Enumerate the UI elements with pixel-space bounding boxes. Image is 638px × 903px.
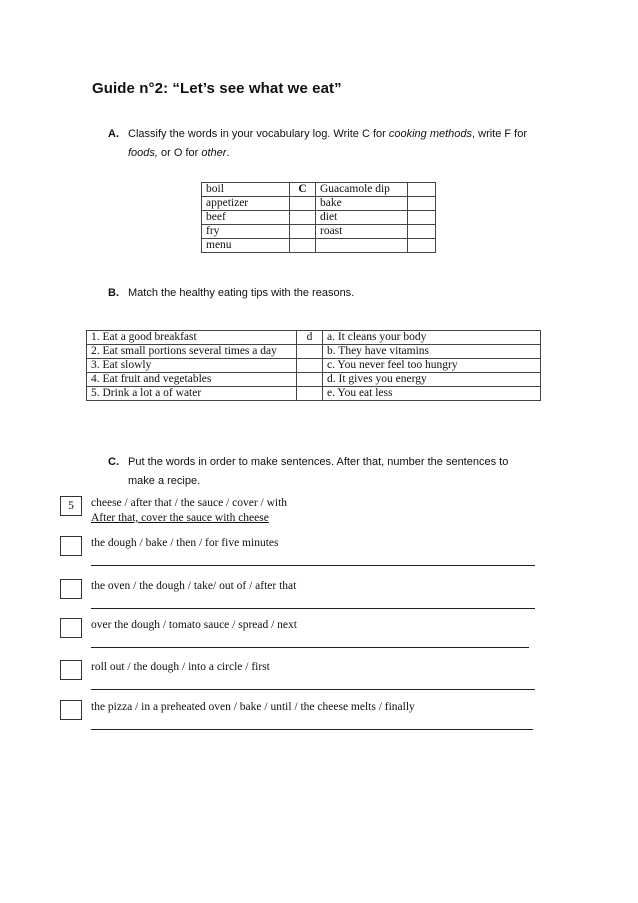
vocabulary-row — [202, 211, 436, 225]
reason-cell: b. They have vitamins — [323, 345, 541, 359]
vocabulary-word — [316, 239, 408, 253]
classification-cell[interactable] — [290, 239, 316, 253]
section-a-text-3: or O for — [157, 147, 202, 159]
matching-table — [86, 330, 541, 401]
section-a-text-2: , write F for — [472, 128, 528, 140]
classification-cell[interactable] — [408, 183, 436, 197]
vocabulary-row — [202, 197, 436, 211]
vocabulary-row — [202, 183, 436, 197]
matching-row — [87, 331, 541, 345]
match-answer-cell[interactable] — [297, 345, 323, 359]
order-number-box[interactable] — [60, 579, 82, 599]
section-b-letter: B. — [108, 287, 119, 299]
answer-line[interactable] — [91, 729, 533, 730]
scrambled-words: the dough / bake / then / for five minutes — [91, 537, 279, 549]
classification-cell[interactable] — [408, 197, 436, 211]
vocabulary-word: beef — [202, 211, 290, 225]
page-title: Guide n°2: “Let’s see what we eat” — [92, 80, 342, 97]
order-number-box[interactable]: 5 — [60, 496, 82, 516]
reason-cell: e. You eat less — [323, 387, 541, 401]
vocabulary-row — [202, 225, 436, 239]
classification-cell[interactable] — [408, 225, 436, 239]
order-number-box[interactable] — [60, 700, 82, 720]
matching-row — [87, 387, 541, 401]
match-answer-cell[interactable]: d — [297, 331, 323, 345]
vocabulary-word: appetizer — [202, 197, 290, 211]
vocabulary-word: bake — [316, 197, 408, 211]
scrambled-words: over the dough / tomato sauce / spread / next — [91, 619, 297, 631]
tip-cell: 2. Eat small portions several times a day — [87, 345, 297, 359]
vocabulary-word: diet — [316, 211, 408, 225]
classification-cell[interactable] — [290, 197, 316, 211]
vocabulary-word: boil — [202, 183, 290, 197]
answer-line[interactable] — [91, 565, 535, 566]
classification-cell[interactable] — [408, 239, 436, 253]
section-a-em-3: other — [201, 147, 227, 159]
reason-cell: c. You never feel too hungry — [323, 359, 541, 373]
reason-cell: d. It gives you energy — [323, 373, 541, 387]
match-answer-cell[interactable] — [297, 387, 323, 401]
section-a-instructions — [128, 125, 558, 163]
scrambled-words: cheese / after that / the sauce / cover / with — [91, 497, 288, 509]
answer-line[interactable] — [91, 647, 529, 648]
section-a-em-2: foods, — [128, 147, 158, 159]
section-c-instructions — [128, 453, 558, 491]
matching-row — [87, 345, 541, 359]
vocabulary-word: Guacamole dip — [316, 183, 408, 197]
tip-cell: 4. Eat fruit and vegetables — [87, 373, 297, 387]
match-answer-cell[interactable] — [297, 373, 323, 387]
classification-cell[interactable] — [290, 211, 316, 225]
match-answer-cell[interactable] — [297, 359, 323, 373]
section-c-letter: C. — [108, 456, 119, 468]
reason-cell: a. It cleans your body — [323, 331, 541, 345]
tip-cell: 1. Eat a good breakfast — [87, 331, 297, 345]
scrambled-words: the oven / the dough / take/ out of / after that — [91, 580, 297, 592]
answer-line[interactable] — [91, 608, 535, 609]
section-c-text-2: make a recipe. — [128, 475, 201, 487]
classification-cell[interactable]: C — [290, 183, 316, 197]
section-c-text-1: Put the words in order to make sentences. After that, number the sentences to — [128, 456, 509, 468]
tip-cell: 3. Eat slowly — [87, 359, 297, 373]
section-b-instructions: Match the healthy eating tips with the reasons. — [128, 287, 355, 299]
order-number-box[interactable] — [60, 660, 82, 680]
vocabulary-word: fry — [202, 225, 290, 239]
vocabulary-word: roast — [316, 225, 408, 239]
section-a-em-1: cooking methods — [388, 128, 473, 140]
scrambled-words: the pizza / in a preheated oven / bake / until / the cheese melts / finally — [91, 701, 415, 713]
section-a-text-1: Classify the words in your vocabulary log. Write C for — [128, 128, 389, 140]
classification-cell[interactable] — [290, 225, 316, 239]
order-number-box[interactable] — [60, 618, 82, 638]
section-a-text-4: . — [226, 147, 230, 159]
vocabulary-table — [201, 182, 436, 253]
vocabulary-row — [202, 239, 436, 253]
matching-row — [87, 373, 541, 387]
section-a-letter: A. — [108, 128, 119, 140]
answer-line[interactable] — [91, 689, 535, 690]
order-number-box[interactable] — [60, 536, 82, 556]
scrambled-words: roll out / the dough / into a circle / first — [91, 661, 270, 673]
answer-sentence: After that, cover the sauce with cheese — [91, 512, 269, 524]
matching-row — [87, 359, 541, 373]
vocabulary-word: menu — [202, 239, 290, 253]
tip-cell: 5. Drink a lot a of water — [87, 387, 297, 401]
classification-cell[interactable] — [408, 211, 436, 225]
